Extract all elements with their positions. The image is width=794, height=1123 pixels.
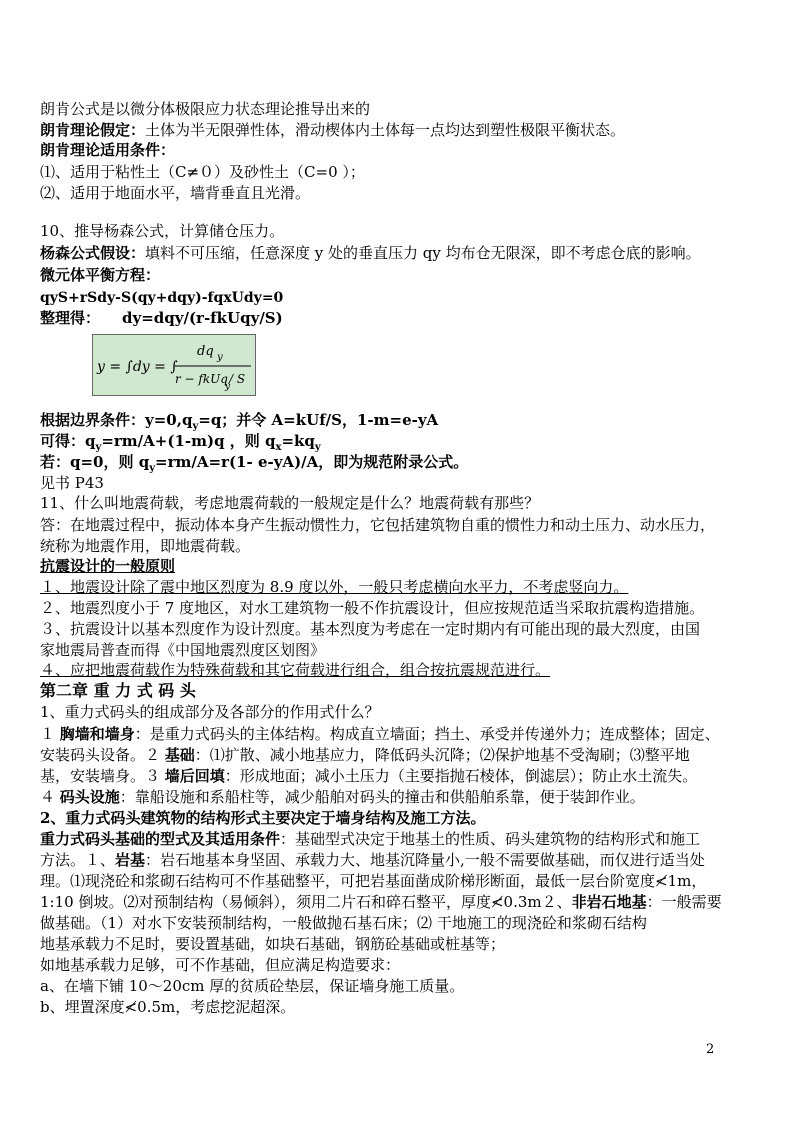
result-mid: =rm/A+(1-m)q ，则 q (101, 432, 276, 450)
result-tail: =kq (281, 432, 315, 450)
heading-seismic-principles: 抗震设计的一般原则 (40, 557, 176, 575)
desc-foundation-type: ：基础型式决定于地基土的性质、码头建筑物的结构形式和施工 (280, 830, 701, 848)
heading-equilibrium: 微元体平衡方程： (40, 266, 161, 284)
list-item-b: b、埋置深度≮0.5m，考虑挖泥超深。 (40, 998, 296, 1016)
seismic-principle-3-line2: 家地震局普查而得《中国地震烈度区划图》 (40, 641, 326, 659)
paragraph-janssen-assumption (40, 243, 701, 263)
boundary-text: 根据边界条件：y=0,q (40, 411, 193, 429)
paragraph-gravity-1d (40, 787, 645, 807)
question-gravity-1: 1、重力式码头的组成部分及各部分的作用式什么？ (40, 703, 380, 721)
text-base: 基，安装墙身。３ (40, 767, 165, 785)
formula-lhs: y = ∫dy = ∫ (97, 359, 178, 375)
paragraph-foundation-type-7: 如地基承载力足够，可不作基础，但应满足构造要求： (40, 956, 401, 974)
paragraph-rankine-assumption (40, 120, 625, 140)
formula-denominator-sub: y (225, 382, 231, 392)
text-rankine-assumption: 土体为半无限弹性体，滑动楔体内土体每一点均达到塑性极限平衡状态。 (145, 121, 626, 139)
book-reference: 见书 P43 (40, 474, 104, 492)
formula-numerator-sub: y (217, 352, 223, 363)
result-sub: y (95, 442, 102, 453)
paragraph-foundation-type-3: 理。⑴现浇砼和浆砌石结构可不作基础整平，可把岩基面凿成阶梯形断面，最低一层台阶宽度≮1m， (40, 872, 707, 890)
question-gravity-2: 2、重力式码头建筑物的结构形式主要决定于墙身结构及施工方法。 (40, 809, 486, 827)
label-janssen-assumption: 杨森公式假设： (40, 244, 146, 262)
paragraph-foundation-type-2 (40, 850, 705, 870)
list-item-a: a、在墙下铺 10～20cm 厚的贫质砼垫层，保证墙身施工质量。 (40, 977, 465, 995)
term-foundation-type: 重力式码头基础的型式及其适用条件 (40, 830, 281, 848)
seismic-principle-3-line1: ３、抗震设计以基本烈度作为设计烈度。基本烈度为考虑在一定时期内有可能出现的最大烈度，由国 (40, 620, 701, 638)
boundary-sub: y (192, 421, 199, 432)
desc-chest-wall: ：是重力式码头的主体结构。构成直立墙面；挡土、承受并传递外力；连成整体；固定、 (134, 725, 720, 743)
seismic-principle-1: １、地震设计除了震中地区烈度为 8.9 度以外，一般只考虑横向水平力，不考虑竖向力。 (40, 578, 629, 596)
term-backfill: 墙后回填 (164, 767, 225, 785)
equation-equilibrium: qyS+rSdy-S(qy+dqy)-fqxUdy=0 (40, 290, 284, 306)
result-sub-x: x (275, 442, 282, 453)
term-chest-wall: 胸墙和墙身 (59, 725, 135, 743)
question-10: 10、推导杨森公式，计算储仓压力。 (40, 222, 285, 240)
result-text: 可得：q (40, 432, 96, 450)
num-4: ４ (40, 788, 60, 806)
text-method: 方法。１、 (40, 851, 116, 869)
paragraph-gravity-1b (40, 745, 690, 765)
term-facilities: 码头设施 (59, 788, 120, 806)
if-text: 若：q=0，则 q (40, 453, 150, 471)
desc-rock-base: ：岩石地基本身坚固、承载力大、地基沉降量小,一般不需要做基础，而仅进行适当处 (145, 851, 705, 869)
boundary-tail: =q；并令 A=kUf/S，1-m=e-yA (198, 411, 439, 429)
formula-image (92, 334, 256, 396)
desc-foundation: ：⑴扩散、减小地基应力，降低码头沉降；⑵保护地基不受淘刷；⑶整平地 (194, 746, 690, 764)
heading-rankine-conditions: 朗肯理论适用条件： (40, 141, 176, 159)
seismic-principle-2: ２、地震烈度小于 7 度地区，对水工建筑物一般不作抗震设计，但应按规范适当采取抗震构造措施。 (40, 599, 705, 617)
formula-numerator: dq (197, 344, 214, 359)
paragraph-foundation-type-4 (40, 892, 722, 912)
answer-11-line1: 答：在地震过程中，振动体本身产生振动惯性力，它包括建筑物自重的惯性力和动土压力、动水压力， (40, 516, 716, 534)
desc-facilities: ：靠船设施和系船柱等，减少船舶对码头的撞击和供船舶系靠，便于装卸作业。 (119, 788, 645, 806)
list-item-condition-2: ⑵、适用于地面水平，墙背垂直且光滑。 (40, 184, 311, 202)
label-rankine-assumption: 朗肯理论假定： (40, 121, 146, 139)
desc-backfill: ：形成地面；减小土压力（主要指抛石棱体，倒滤层）；防止水土流失。 (224, 767, 698, 785)
if-sub: y (149, 463, 156, 474)
page-number: 2 (706, 1042, 715, 1057)
num-1: １ (40, 725, 60, 743)
paragraph-foundation-type-5: 做基础。（1）对水下安装预制结构，一般做抛石基石床；⑵ 干地施工的现浇砼和浆砌石结构 (40, 914, 647, 932)
seismic-principle-4: ４、应把地震荷载作为特殊荷载和其它荷载进行组合，组合按抗震规范进行。 (40, 661, 551, 679)
text-slope: 1:10 倒坡。⑵对预制结构（易倾斜），须用二片石和碎石整平，厚度≮0.3m２、 (40, 893, 572, 911)
chapter-title: 第二章 重 力 式 码 头 (40, 681, 196, 700)
paragraph-gravity-1a (40, 724, 720, 744)
list-item-condition-1: ⑴、适用于粘性土（C≠０）及砂性土（C=0 ）； (40, 163, 365, 181)
answer-11-line2: 统称为地震作用，即地震荷载。 (40, 537, 251, 555)
result-if-q-zero (40, 452, 468, 479)
integral-formula (93, 335, 255, 395)
formula-denominator: r − fkUq (175, 372, 228, 386)
text-equip: 安装码头设备。２ (40, 746, 165, 764)
term-rock-base: 岩基 (115, 851, 146, 869)
paragraph-foundation-type-6: 地基承载力不足时，要设置基础，如块石基础，钢筋砼基础或桩基等； (40, 935, 506, 953)
result-sub-y: y (314, 442, 321, 453)
question-11: 11、什么叫地震荷载，考虑地震荷载的一般规定是什么？地震荷载有那些？ (40, 494, 540, 512)
desc-non-rock: ：一般需要 (646, 893, 722, 911)
paragraph-foundation-type-1 (40, 829, 700, 849)
label-simplified: 整理得： (40, 309, 101, 327)
if-tail: =rm/A=r(1- e-yA)/A，即为规范附录公式。 (155, 453, 469, 471)
term-foundation: 基础 (164, 746, 195, 764)
term-non-rock: 非岩石地基 (571, 893, 647, 911)
formula-denominator-tail: / S (229, 372, 246, 386)
text-simplified: dy=dqy/(r-fkUqy/S) (122, 309, 283, 327)
text-janssen-assumption: 填料不可压缩，任意深度 y 处的垂直压力 qy 均布仓无限深，即不考虑仓底的影响。 (145, 244, 701, 262)
equation-simplified (40, 308, 283, 328)
paragraph-rankine-intro: 朗肯公式是以微分体极限应力状态理论推导出来的 (40, 100, 371, 118)
paragraph-gravity-1c (40, 766, 697, 786)
